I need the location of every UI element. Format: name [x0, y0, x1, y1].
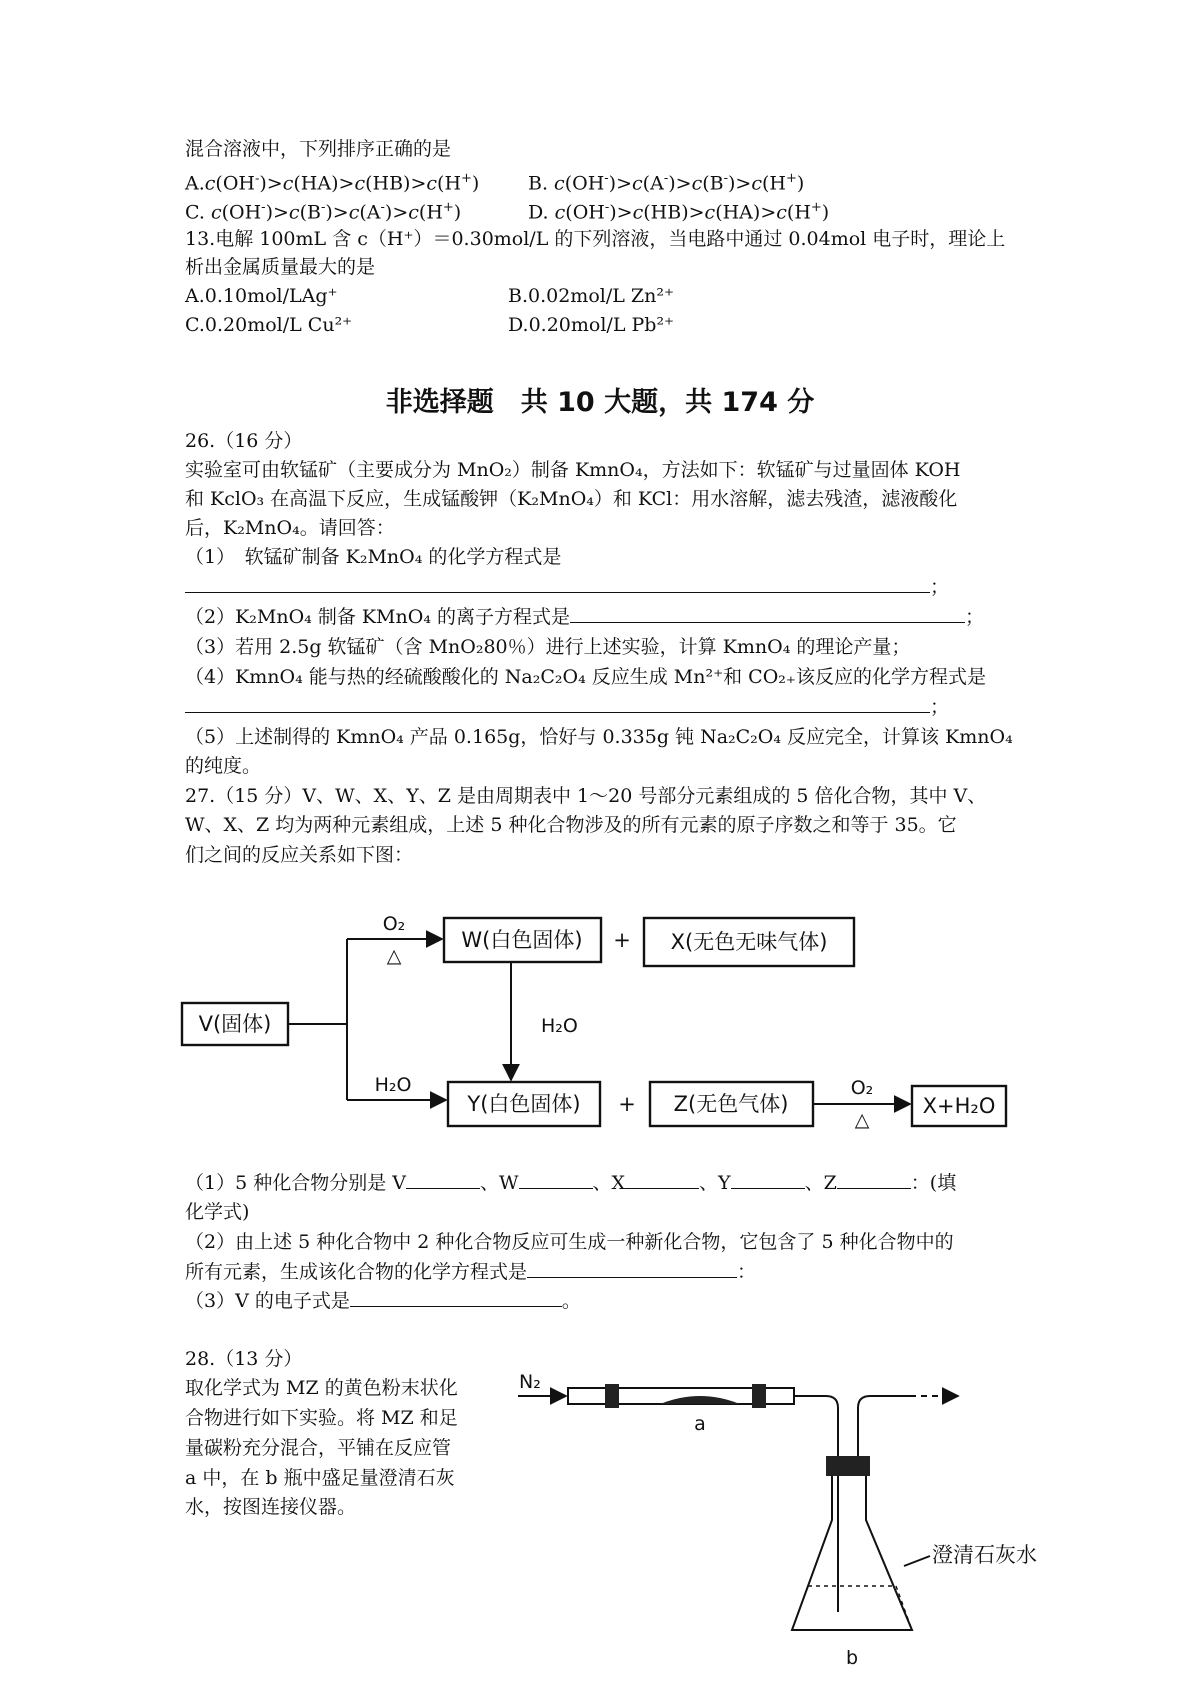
svg-text:W(白色固体): W(白色固体) — [461, 928, 583, 952]
q26-stem-line2: 和 KclO₃ 在高温下反应，生成锰酸钾（K₂MnO₄）和 KCl：用水溶解，滤去残渣，滤液酸化 — [185, 488, 958, 510]
limewater-pointer — [904, 1556, 930, 1566]
q12-intro: 混合溶液中，下列排序正确的是 — [185, 138, 452, 160]
svg-text:V(固体): V(固体) — [198, 1012, 272, 1036]
q12-option-c: C. c(OH-)>c(B-)>c(A-)>c(H+) — [185, 200, 462, 224]
blank-y[interactable] — [731, 1170, 805, 1189]
q28-stem-line4: a 中，在 b 瓶中盛足量澄清石灰 — [185, 1467, 455, 1489]
plus-sign-bottom: + — [618, 1092, 636, 1116]
label-h2o-middle: H₂O — [541, 1015, 578, 1037]
apparatus-diagram — [518, 1371, 1037, 1669]
q13-line1: 13.电解 100mL 含 c（H⁺）＝0.30mol/L 的下列溶液，当电路中通过 0.04mol 电子时，理论上 — [185, 228, 1006, 250]
q26-part4: （4）KmnO₄ 能与热的经硫酸酸化的 Na₂C₂O₄ 反应生成 Mn²⁺和 CO₂₊该反应的化学方程式是 — [185, 666, 986, 688]
box-z — [650, 1082, 813, 1126]
q12-option-d: D. c(OH-)>c(HB)>c(HA)>c(H+) — [528, 200, 830, 224]
blank-v[interactable] — [406, 1170, 480, 1189]
q27-part2-line2: 所有元素，生成该化合物的化学方程式是 ： — [185, 1261, 757, 1283]
q28-stem-line3: 量碳粉充分混合，平铺在反应管 — [185, 1437, 452, 1459]
label-o2-top: O₂ — [382, 913, 406, 935]
q13-option-b: B.0.02mol/L Zn²⁺ — [508, 285, 674, 307]
q26-part4-answer-line[interactable]: ； — [185, 694, 949, 720]
flask-stopper — [826, 1456, 870, 1476]
svg-text:X(无色无味气体): X(无色无味气体) — [670, 930, 828, 954]
q26-stem-line3: 后，K₂MnO₄。请回答： — [185, 517, 395, 539]
label-delta-bottom: △ — [854, 1109, 870, 1131]
q27-stem-line3: 们之间的反应关系如下图： — [185, 844, 414, 866]
q26-part2: （2）K₂MnO₄ 制备 KMnO₄ 的离子方程式是 ； — [185, 606, 984, 628]
box-x-h2o — [912, 1086, 1006, 1126]
q26-part1-answer-line[interactable]: ； — [185, 574, 949, 600]
q27-part2-answer-blank[interactable] — [527, 1259, 737, 1278]
q13-option-c: C.0.20mol/L Cu²⁺ — [185, 314, 353, 336]
q28-stem-line5: 水，按图连接仪器。 — [185, 1496, 357, 1518]
q13-line2: 析出金属质量最大的是 — [185, 256, 376, 278]
branch-line — [288, 939, 347, 1100]
limewater-level — [792, 1586, 912, 1630]
flask-b — [792, 1476, 912, 1630]
box-y — [448, 1082, 600, 1126]
q26-part3: （3）若用 2.5g 软锰矿（含 MnO₂80％）进行上述实验，计算 KmnO₄ 的理论产量； — [185, 636, 911, 658]
label-n2: N₂ — [519, 1371, 541, 1393]
plus-sign-top: + — [613, 928, 631, 952]
label-a: a — [694, 1413, 706, 1435]
q26-part5-line1: （5）上述制得的 KmnO₄ 产品 0.165g，恰好与 0.335g 钝 Na₂C₂O₄ 反应完全，计算该 KmnO₄ — [185, 726, 1013, 748]
box-w — [444, 918, 601, 962]
q12-option-b: B. c(OH-)>c(A-)>c(B-)>c(H+) — [528, 171, 805, 195]
label-b: b — [845, 1647, 859, 1669]
q28-stem-line2: 合物进行如下实验。将 MZ 和足 — [185, 1407, 458, 1429]
blank-z[interactable] — [837, 1170, 911, 1189]
blank-w[interactable] — [519, 1170, 593, 1189]
q27-part2-line1: （2）由上述 5 种化合物中 2 种化合物反应可生成一种新化合物，它包含了 5 种化合物中的 — [185, 1231, 954, 1253]
label-limewater: 澄清石灰水 — [932, 1543, 1037, 1567]
q27-stem-line1: 27.（15 分）V、W、X、Y、Z 是由周期表中 1～20 号部分元素组成的 5 倍化合物，其中 V、 — [185, 785, 987, 807]
q27-part3-answer-blank[interactable] — [350, 1288, 562, 1307]
q13-option-a: A.0.10mol/LAg⁺ — [185, 285, 338, 307]
svg-text:Z(无色气体): Z(无色气体) — [673, 1092, 789, 1116]
q26-part1: （1） 软锰矿制备 K₂MnO₄ 的化学方程式是 — [185, 546, 562, 568]
box-v — [182, 1003, 288, 1045]
q28-heading: 28.（13 分） — [185, 1348, 303, 1370]
box-x — [644, 918, 854, 966]
svg-text:X+H₂O: X+H₂O — [922, 1094, 996, 1118]
q27-part3: （3）V 的电子式是 。 — [185, 1290, 581, 1312]
q27-stem-line2: W、X、Z 均为两种元素组成，上述 5 种化合物涉及的所有元素的原子序数之和等于 35。它 — [185, 814, 957, 836]
blank-x[interactable] — [625, 1170, 699, 1189]
label-h2o-bottom: H₂O — [374, 1074, 412, 1096]
label-delta-top: △ — [386, 945, 402, 967]
svg-text:Y(白色固体): Y(白色固体) — [467, 1092, 581, 1116]
q27-part1: （1）5 种化合物分别是 V 、W 、X 、Y 、Z ：(填 — [185, 1172, 957, 1194]
q13-option-d: D.0.20mol/L Pb²⁺ — [508, 314, 675, 336]
q12-option-a: A.c(OH-)>c(HA)>c(HB)>c(H+) — [185, 171, 480, 195]
q28-stem-line1: 取化学式为 MZ 的黄色粉末状化 — [185, 1377, 458, 1399]
q26-part5-line2: 的纯度。 — [185, 755, 262, 777]
q27-part1-line2: 化学式) — [185, 1201, 250, 1223]
q26-heading: 26.（16 分） — [185, 430, 303, 452]
stopper-left — [605, 1384, 619, 1408]
section-title: 非选择题 共 10 大题，共 174 分 — [385, 387, 815, 418]
stopper-right — [752, 1384, 766, 1408]
q26-stem-line1: 实验室可由软锰矿（主要成分为 MnO₂）制备 KmnO₄，方法如下：软锰矿与过量固体 KOH — [185, 459, 961, 481]
label-o2-bottom: O₂ — [850, 1077, 874, 1099]
